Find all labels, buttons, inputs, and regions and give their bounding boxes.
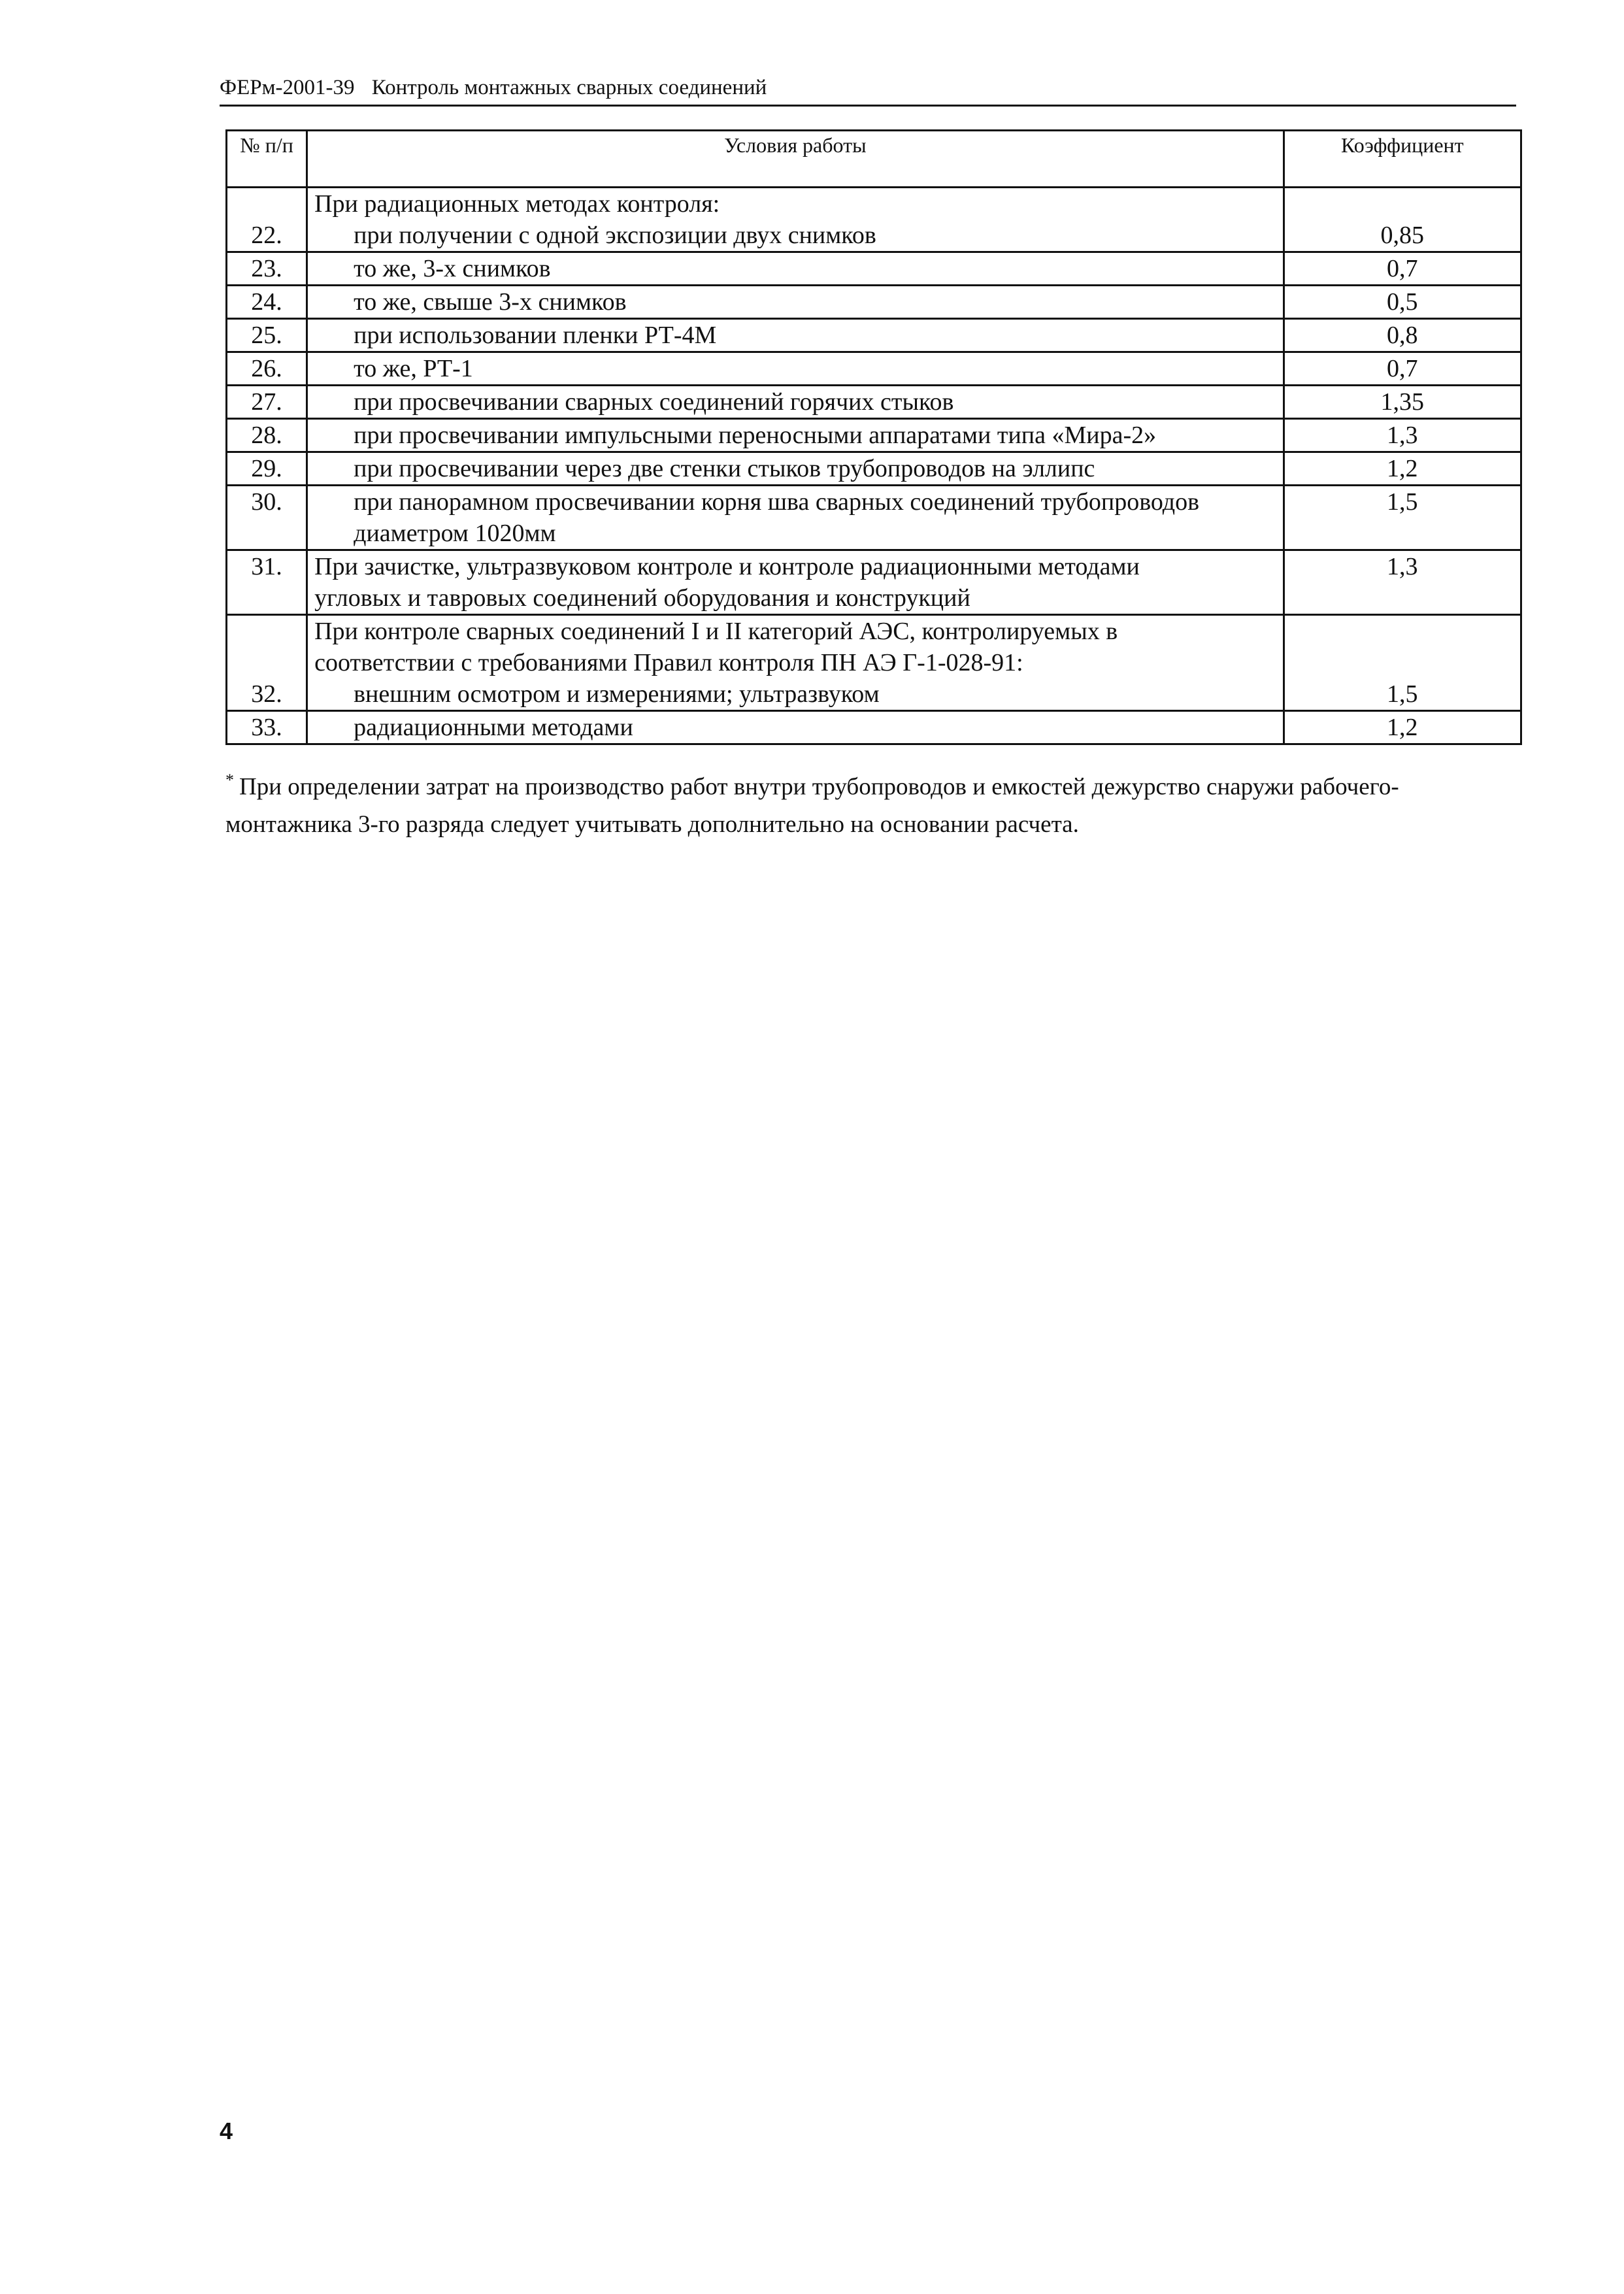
row-coefficient: 1,5 [1284,486,1521,550]
row-condition-text: при просвечивании через две стенки стыков трубопроводов на эллипс [354,455,1095,482]
row-num: 25. [227,319,307,352]
header-coefficient: Коэффициент [1284,131,1521,188]
row-coefficient: 1,2 [1284,711,1521,744]
page-number: 4 [220,2118,233,2144]
row-condition-text: то же, РТ-1 [354,355,473,382]
row-condition [307,319,1284,352]
footnote-text: При определении затрат на производство работ внутри трубопроводов и емкостей дежурство снаружи рабочего-монтажника 3-го разряда следует учитывать дополнительно на основании расчета. [225,773,1399,839]
row-condition-text: при просвечивании импульсными переносными аппаратами типа «Мира-2» [354,422,1157,449]
row-condition [307,711,1284,744]
table-row [227,550,1521,615]
row-num: 22. [227,188,307,252]
row-condition [307,286,1284,319]
row-num: 24. [227,286,307,319]
coefficient-table [225,129,1522,745]
row-num: 28. [227,419,307,452]
table-row [227,252,1521,286]
row-coefficient: 1,35 [1284,386,1521,419]
footnote [225,761,1522,844]
footnote-marker: * [225,771,234,790]
row-coefficient: 0,8 [1284,319,1521,352]
row-coefficient: 0,7 [1284,352,1521,386]
row-condition-text: внешним осмотром и измерениями; ультразвуком [354,680,880,708]
table-row [227,319,1521,352]
row-condition [307,252,1284,286]
page-header [220,73,1516,107]
row-condition [307,452,1284,486]
row-num: 32. [227,615,307,711]
row-condition-text: При зачистке, ультразвуковом контроле и контроле радиационными методами [314,553,1140,580]
row-condition [307,550,1284,615]
group-title-radiation: При радиационных методах контроля: [314,190,720,218]
header-condition: Условия работы [307,131,1284,188]
header-num: № п/п [227,131,307,188]
row-num: 31. [227,550,307,615]
row-condition [307,188,1284,252]
table-row [227,286,1521,319]
row-num: 33. [227,711,307,744]
table-row [227,711,1521,744]
row-coefficient: 0,85 [1284,188,1521,252]
row-coefficient: 0,5 [1284,286,1521,319]
row-condition [307,486,1284,550]
row-condition-text-cont: диаметром 1020мм [354,520,556,547]
table-row [227,188,1521,252]
group-title-aes-cont: соответствии с требованиями Правил контроля ПН АЭ Г-1-028-91: [314,649,1023,676]
row-num: 29. [227,452,307,486]
row-coefficient: 1,3 [1284,550,1521,615]
row-condition [307,615,1284,711]
row-condition-text: при панорамном просвечивании корня шва сварных соединений трубопроводов [354,488,1200,516]
table-row [227,419,1521,452]
row-condition-text-cont: угловых и тавровых соединений оборудования и конструкций [314,584,970,612]
table-row [227,352,1521,386]
row-condition [307,352,1284,386]
row-num: 30. [227,486,307,550]
table-row [227,615,1521,711]
group-title-aes: При контроле сварных соединений I и II категорий АЭС, контролируемых в [314,618,1118,645]
row-num: 26. [227,352,307,386]
row-condition-text: при получении с одной экспозиции двух снимков [354,222,876,249]
document-code: ФЕРм-2001-39 [220,76,355,99]
row-num: 23. [227,252,307,286]
row-coefficient: 1,3 [1284,419,1521,452]
table-header-row [227,131,1521,188]
row-condition-text: то же, 3-х снимков [354,255,551,282]
row-condition-text: при использовании пленки РТ-4М [354,322,717,349]
table-row [227,486,1521,550]
row-condition-text: то же, свыше 3-х снимков [354,288,627,316]
row-condition [307,386,1284,419]
row-condition [307,419,1284,452]
row-coefficient: 1,5 [1284,615,1521,711]
row-coefficient: 0,7 [1284,252,1521,286]
row-coefficient: 1,2 [1284,452,1521,486]
table-row [227,452,1521,486]
table-row [227,386,1521,419]
row-num: 27. [227,386,307,419]
document-title: Контроль монтажных сварных соединений [371,76,767,99]
row-condition-text: при просвечивании сварных соединений горячих стыков [354,388,954,416]
row-condition-text: радиационными методами [354,714,633,741]
